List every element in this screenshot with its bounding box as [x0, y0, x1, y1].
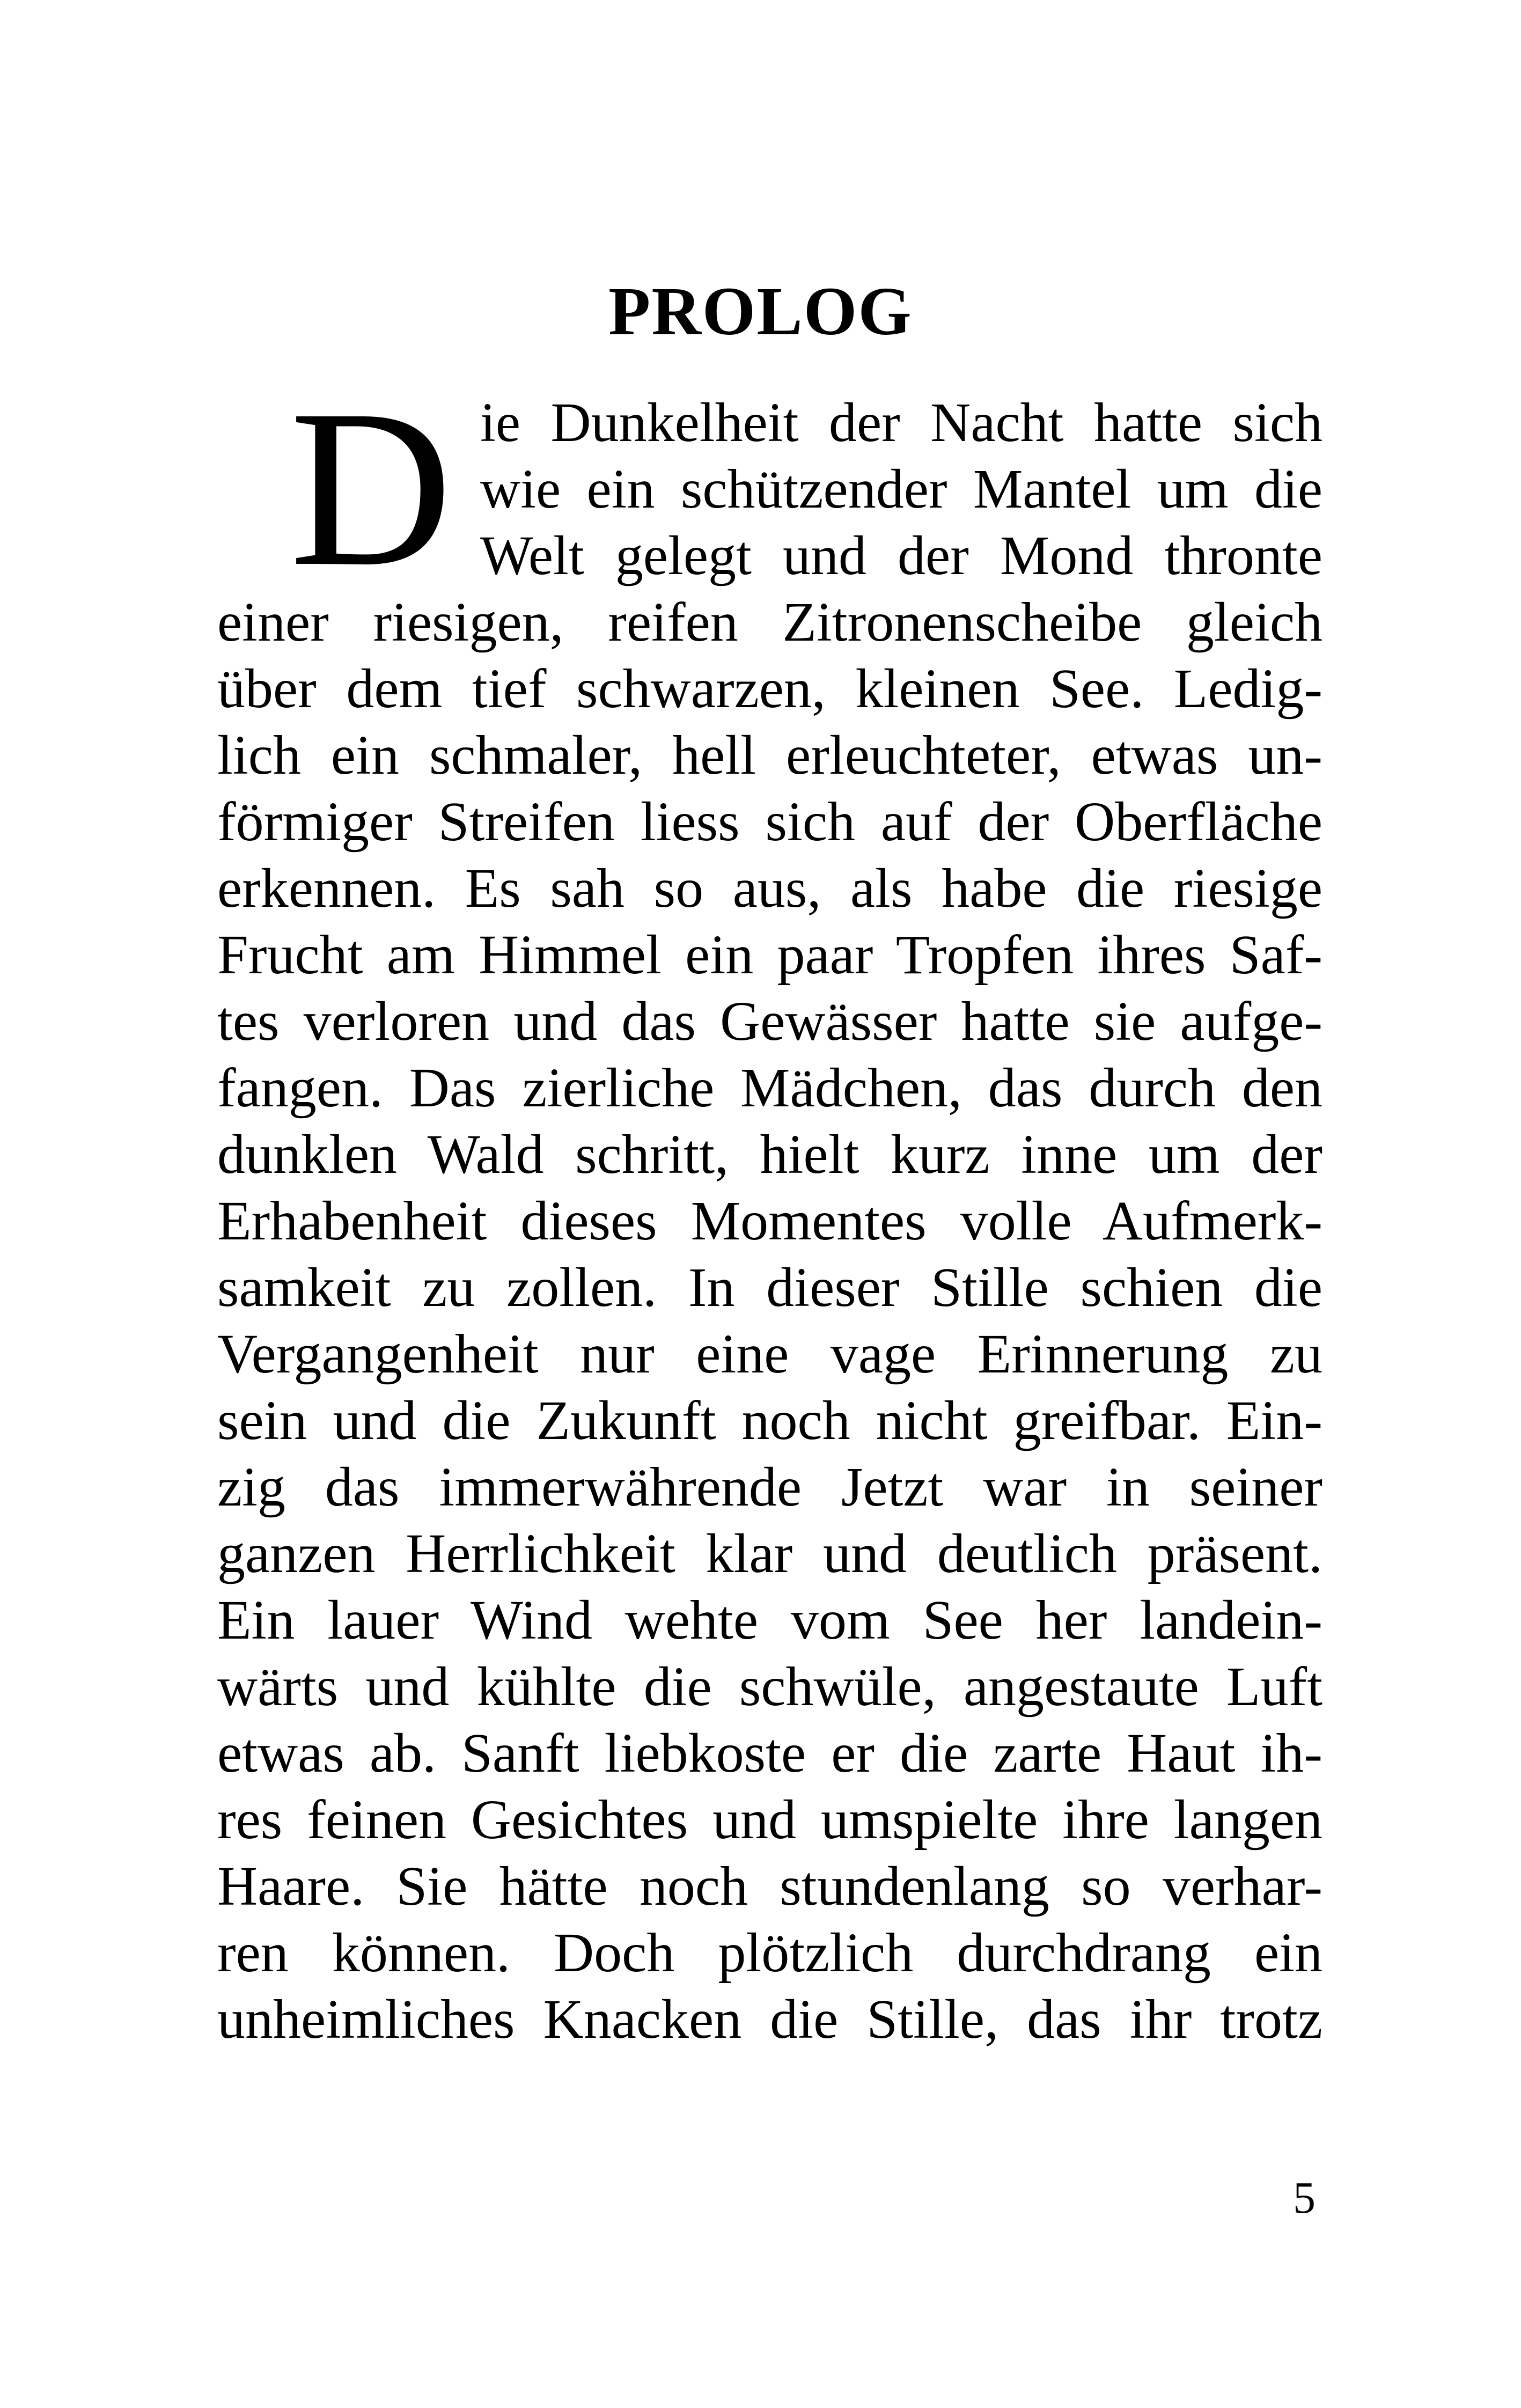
text-line: Frucht am Himmel ein paar Tropfen ihres Saf-	[217, 924, 1322, 986]
text-line: einer riesigen, reifen Zitronenscheibe gleich	[217, 591, 1322, 653]
text-line: ganzen Herrlichkeit klar und deutlich präsent.	[217, 1523, 1322, 1584]
text-line: förmiger Streifen liess sich auf der Oberfläche	[217, 791, 1322, 853]
text-line: lich ein schmaler, hell erleuchteter, etwas un-	[217, 724, 1322, 786]
text-line: ren können. Doch plötzlich durchdrang ein	[217, 1922, 1322, 1984]
text-line: wärts und kühlte die schwüle, angestaute Luft	[217, 1656, 1322, 1717]
text-line: res feinen Gesichtes und umspielte ihre langen	[217, 1789, 1322, 1851]
chapter-title: PROLOG	[608, 273, 913, 349]
text-line: zig das immerwährende Jetzt war in seiner	[217, 1456, 1322, 1518]
text-line: wie ein schützender Mantel um die	[480, 458, 1322, 520]
text-line: tes verloren und das Gewässer hatte sie aufge-	[217, 990, 1322, 1052]
text-line: Vergangenheit nur eine vage Erinnerung zu	[217, 1323, 1322, 1385]
text-line: samkeit zu zollen. In dieser Stille schien die	[217, 1257, 1322, 1318]
text-line: Welt gelegt und der Mond thronte	[480, 525, 1322, 586]
page-number: 5	[1293, 2173, 1316, 2223]
text-line: Haare. Sie hätte noch stundenlang so verhar-	[217, 1855, 1322, 1917]
text-line: sein und die Zukunft noch nicht greifbar. Ein-	[217, 1390, 1322, 1451]
text-line: über dem tief schwarzen, kleinen See. Ledig-	[217, 658, 1322, 720]
text-line: dunklen Wald schritt, hielt kurz inne um der	[217, 1124, 1322, 1185]
text-line: Erhabenheit dieses Momentes volle Aufmerk-	[217, 1190, 1322, 1252]
text-line: unheimliches Knacken die Stille, das ihr trotz	[217, 1988, 1322, 2050]
text-line: etwas ab. Sanft liebkoste er die zarte Haut ih-	[217, 1722, 1322, 1784]
drop-cap: D	[290, 363, 453, 613]
text-line: ie Dunkelheit der Nacht hatte sich	[480, 392, 1322, 453]
text-line: erkennen. Es sah so aus, als habe die riesige	[217, 857, 1322, 919]
text-line: fangen. Das zierliche Mädchen, das durch den	[217, 1057, 1322, 1119]
text-line: Ein lauer Wind wehte vom See her landein-	[217, 1589, 1322, 1651]
